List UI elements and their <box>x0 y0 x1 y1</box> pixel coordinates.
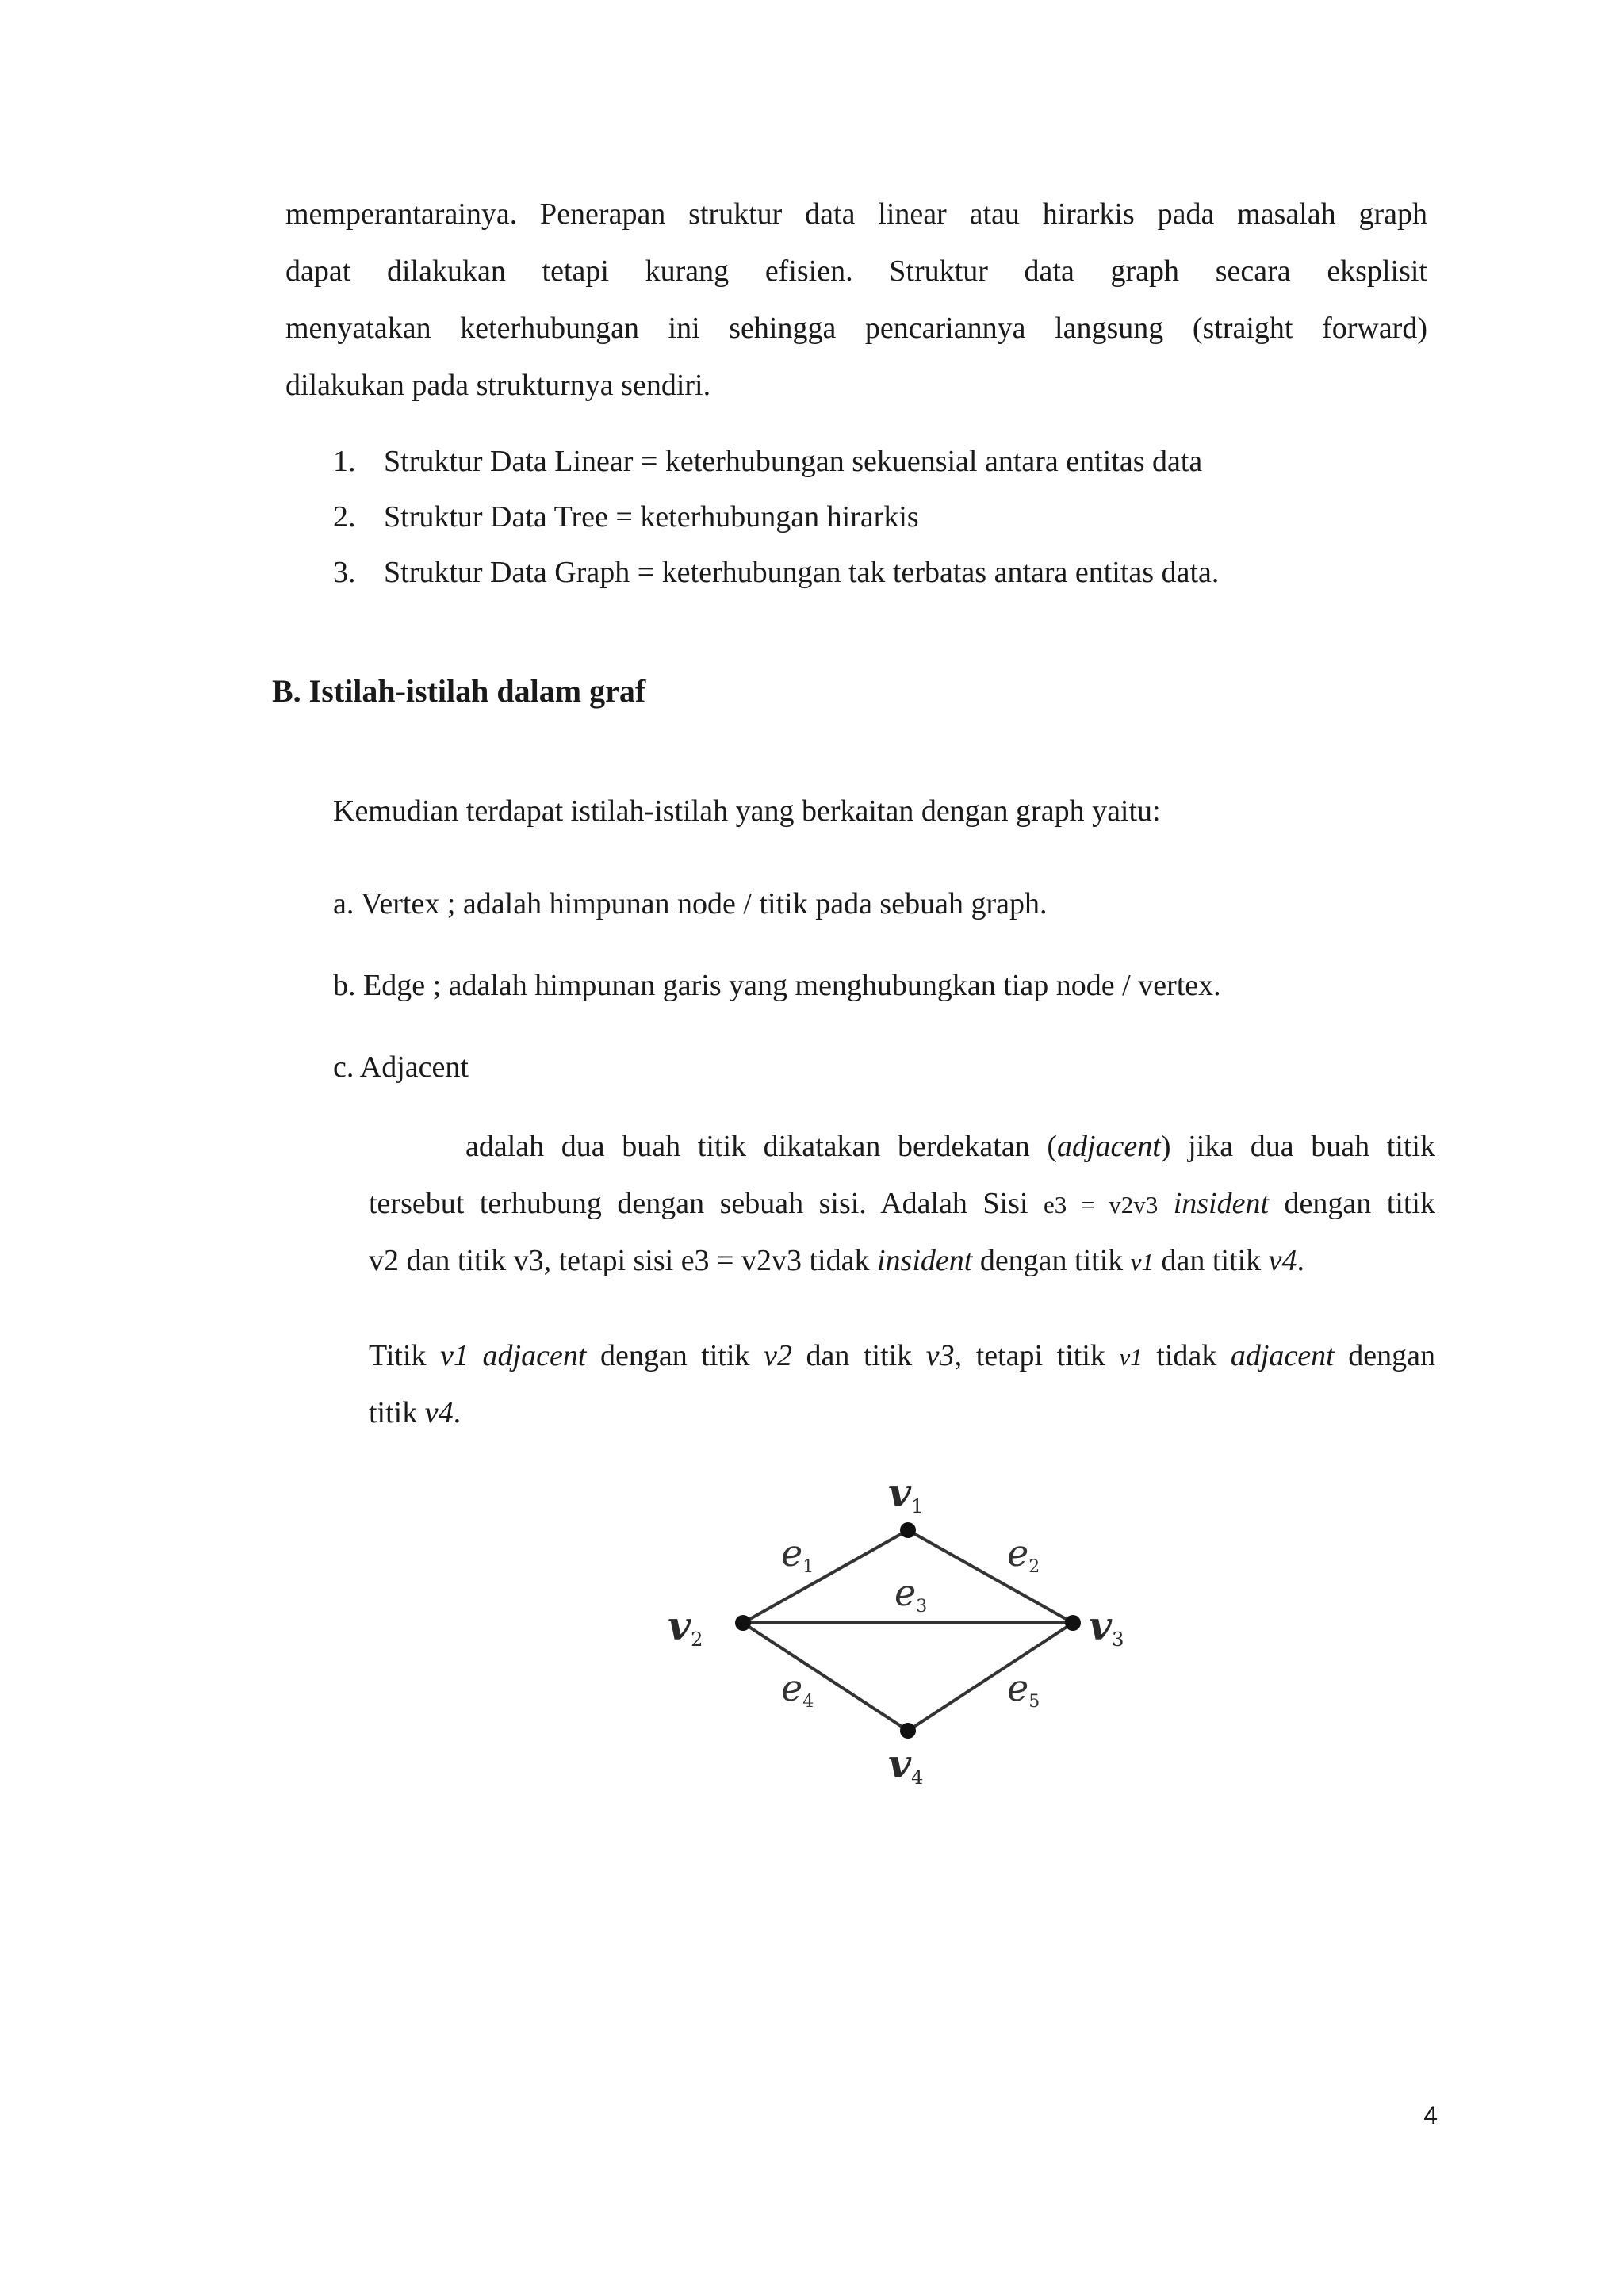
page-number: 4 <box>1423 2101 1438 2130</box>
vertex-v3-label: v3 <box>1089 1602 1124 1651</box>
list-text: Struktur Data Tree = keterhubungan hirarkis <box>384 500 919 534</box>
vertex-v4-label: v4 <box>888 1740 924 1789</box>
list-number: 2. <box>333 500 356 534</box>
intro-line: memperantarainya. Penerapan struktur data linear atau hirarkis pada masalah graph <box>285 197 1427 231</box>
list-number: 1. <box>333 445 356 478</box>
vertex-v1-label: v1 <box>888 1469 924 1517</box>
term-vertex: a. Vertex ; adalah himpunan node / titik pada sebuah graph. <box>333 887 1048 920</box>
term-adjacent: c. Adjacent <box>333 1050 469 1084</box>
vertex-v2-label: v2 <box>668 1602 703 1651</box>
edge-e3-label: e3 <box>894 1571 928 1617</box>
example-line: Titik v1 adjacent dengan titik v2 dan titik v3, tetapi titik v1 tidak adjacent dengan <box>369 1339 1436 1372</box>
definition-line: tersebut terhubung dengan sebuah sisi. Adalah Sisi e3 = v2v3 insident dengan titik <box>369 1187 1435 1220</box>
intro-line: dilakukan pada strukturnya sendiri. <box>285 369 711 402</box>
edge-e4 <box>743 1623 908 1731</box>
intro-line: menyatakan keterhubungan ini sehingga pencariannya langsung (straight forward) <box>285 312 1427 345</box>
edge-e2 <box>908 1530 1073 1623</box>
intro-paragraph <box>285 186 1427 414</box>
definition-line: adalah dua buah titik dikatakan berdekatan (adjacent) jika dua buah titik <box>465 1130 1435 1163</box>
list-text: Struktur Data Linear = keterhubungan sekuensial antara entitas data <box>384 445 1203 478</box>
vertex-v1-dot <box>900 1522 916 1538</box>
term-edge: b. Edge ; adalah himpunan garis yang menghubungkan tiap node / vertex. <box>333 969 1221 1002</box>
list-item <box>333 545 1427 600</box>
section-intro: Kemudian terdapat istilah-istilah yang berkaitan dengan graph yaitu: <box>333 794 1161 828</box>
edge-e5-label: e5 <box>1007 1667 1040 1712</box>
adjacent-example <box>369 1327 1435 1441</box>
vertex-v2-dot <box>735 1615 751 1631</box>
edge-e4-label: e4 <box>781 1667 814 1712</box>
list-text: Struktur Data Graph = keterhubungan tak terbatas antara entitas data. <box>384 556 1220 589</box>
list-item <box>333 434 1427 489</box>
example-line: titik v4. <box>369 1396 462 1429</box>
vertex-v3-dot <box>1065 1615 1081 1631</box>
edge-e1-label: e1 <box>781 1532 814 1577</box>
vertex-v4-dot <box>900 1723 916 1739</box>
edge-e5 <box>908 1623 1073 1731</box>
adjacent-definition <box>369 1118 1435 1289</box>
edge-e2-label: e2 <box>1007 1532 1040 1577</box>
list-number: 3. <box>333 556 356 589</box>
structure-list <box>333 434 1427 600</box>
definition-line: v2 dan titik v3, tetapi sisi e3 = v2v3 tidak insident dengan titik v1 dan titik v4. <box>369 1244 1305 1277</box>
graph-diagram <box>650 1459 1158 1792</box>
edge-e1 <box>743 1530 908 1623</box>
intro-line: dapat dilakukan tetapi kurang efisien. Struktur data graph secara eksplisit <box>285 254 1427 288</box>
section-heading: B. Istilah-istilah dalam graf <box>272 673 646 709</box>
list-item <box>333 489 1427 545</box>
